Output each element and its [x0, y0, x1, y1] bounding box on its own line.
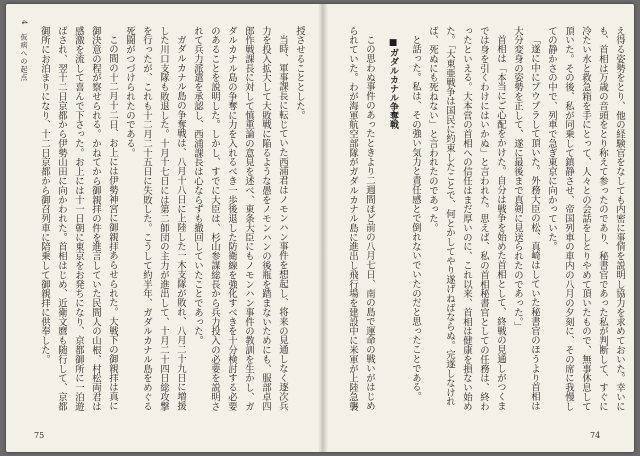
page-number: 75: [34, 431, 45, 440]
left-page: [6, 4, 318, 452]
paragraph: 「遂に中にプウプラして頂いた。外務大臣の松、真崎はしていた秘書官のほうより首相は大分変身の姿勢を正して、遂に最後まで真剣に見送られたのであった。」: [512, 26, 540, 411]
book-spread: [6, 4, 634, 452]
right-page-body: [342, 26, 628, 418]
paragraph: え得る姿勢をとり、他の経験官をなしても内密に事情を説明し協力を求めておいた。幸いにも、首相は万歳の音頭をとり称えて参ったのであり、秘書官であった私が判断して、すぐに冷たい水と救急箱を手にとって、人々との会話をしとりやめて頂いたもので、無事休息して頂いた。その後、私が同乗して鎮静させ、帝国列車の車内の八月の夕刻に、その席に我慢しての静かさの中で、列車で急ぎ東京に向かっていた。: [546, 26, 625, 411]
paragraph: と話った。私は、その強い気力と責任感とで倒れないでいたのだと思ったことである。: [410, 35, 421, 402]
paragraph: ガダルカナル島の争奪戦は、八月十八日に上陸した一木支隊が敗れ、八月二十九日に増援した川口支隊も敗退した。十月十七日には第二師団の主力が進出して、十月二十四日総攻撃を行ったが、これも十二月二十五日に失敗した。こうして約半年、ガダルカナル島をめぐる死闘がつづけられたのである。: [124, 26, 186, 411]
page-number: 74: [590, 431, 601, 440]
paragraph: 首相は「本当にご心配をかけた。自分は戦争を始めた首相として、終戦の見通しがつくまでは身を引くわけにはいかぬ」と言われた。思えば、私の首相秘書官としての任務は、終わったといえる。大本営の首相への信任はまだ厚いのに、これ以来、首相は健康を損ない始めた。「大東亜戦争は国民に約束したことで、何とかしてやり遂げねばならぬ。完遂しなければ、死ぬにも死ねない」と言われたのであった。: [427, 26, 506, 411]
running-head: 4 仮病への起点: [20, 20, 28, 82]
left-page-body: [36, 26, 308, 418]
section-heading: ■ ガダルカナル争奪戦: [384, 26, 401, 418]
paragraph: 授させることとした。: [294, 26, 305, 120]
book-gutter: [318, 4, 328, 452]
paragraph: この間の十二月十二日、お上には伊勢神宮に御親拝あらせられた。大戦下の御親拝は真に御決意の程が察せられる。かねてから御親拝の件を進言していた民間人の山根、村松両君は感激を流して喜んで下さった。お上には十一日朝に東京をお発ちになり、京都御所に一泊遊ばされ、翌十二日京都から伊勢山田に向かわれた。首相はじめ、近衛文麿も随行して、京都御所にお泊まりになり、十二日京都から御召列車に陪乗して御親拝に供奉した。: [39, 26, 118, 411]
right-page: [328, 4, 634, 452]
paragraph: 当時、軍事課長に転じていた西浦君はノモンハン事件を想起し、将来の見通しなく逐次兵力を投入拡大して大敗戦に陥るような愚をノモンハンの後瓶を踏まないためにも、服部卓四郎作戦課長に対して慎重論の意見を述べ、東条大臣にもノモンハン事件の教訓を生かし、ガダルカナル島の争奪に力を入れるべき一歩後退した防衛線を強化すべきを十分検討する必要のあることを説明した。しかし、すでに大臣は、杉山参謀総長から兵力投入の必要を説明されて兵力派遣を承認し、西浦課長は心ならずも撤回していたことであった。: [192, 26, 288, 411]
paragraph: この思わぬ事件のあったときより二週間ほど前の八月七日、南の島で運命の戦いがはじめられていた。わが海軍航空部隊がガダルカナル島に進出し飛行場を建設中に米軍が上陸急襲: [347, 26, 375, 411]
